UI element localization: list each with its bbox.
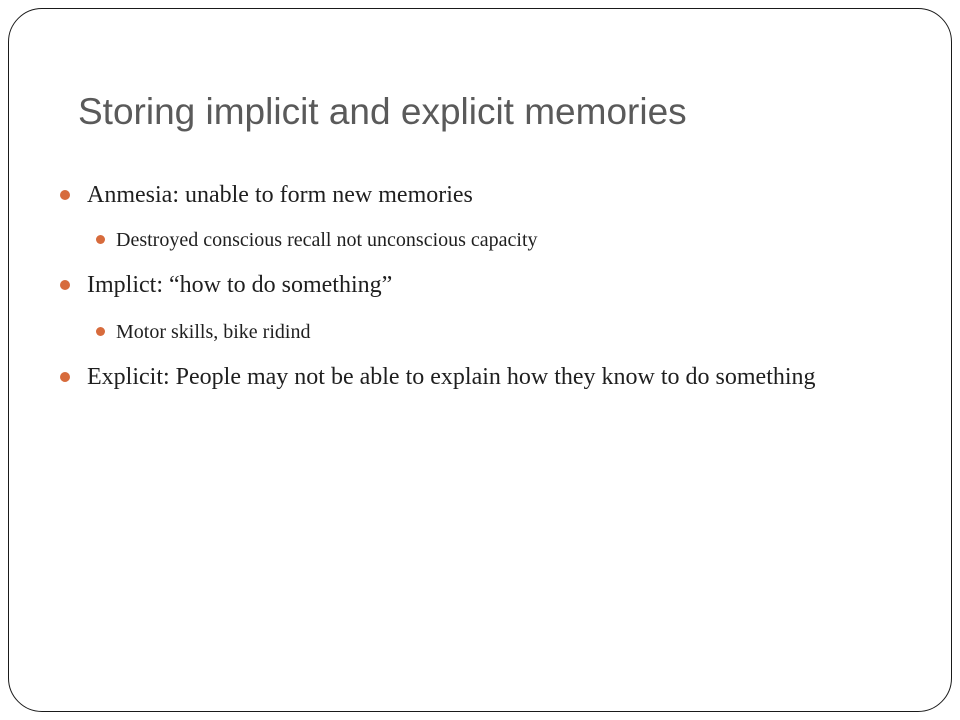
bullet-dot-icon — [60, 280, 70, 290]
slide-title: Storing implicit and explicit memories — [78, 91, 687, 132]
bullet-item-amnesia — [87, 180, 917, 211]
bullet-item-implicit — [87, 270, 917, 301]
sub-bullet-dot-icon — [96, 235, 105, 244]
sub-bullet-item-motor-skills — [116, 319, 916, 345]
sub-bullet-text: Motor skills, bike ridind — [116, 321, 311, 343]
bullet-dot-icon — [60, 190, 70, 200]
bullet-text: Explicit: People may not be able to explain how they know to do something — [87, 364, 816, 390]
bullet-text: Anmesia: unable to form new memories — [87, 182, 473, 208]
sub-bullet-text: Destroyed conscious recall not unconscious capacity — [116, 229, 538, 251]
sub-bullet-item-destroyed-recall — [116, 227, 916, 253]
sub-bullet-dot-icon — [96, 327, 105, 336]
bullet-text: Implict: “how to do something” — [87, 272, 393, 298]
bullet-item-explicit — [87, 362, 917, 393]
bullet-dot-icon — [60, 372, 70, 382]
